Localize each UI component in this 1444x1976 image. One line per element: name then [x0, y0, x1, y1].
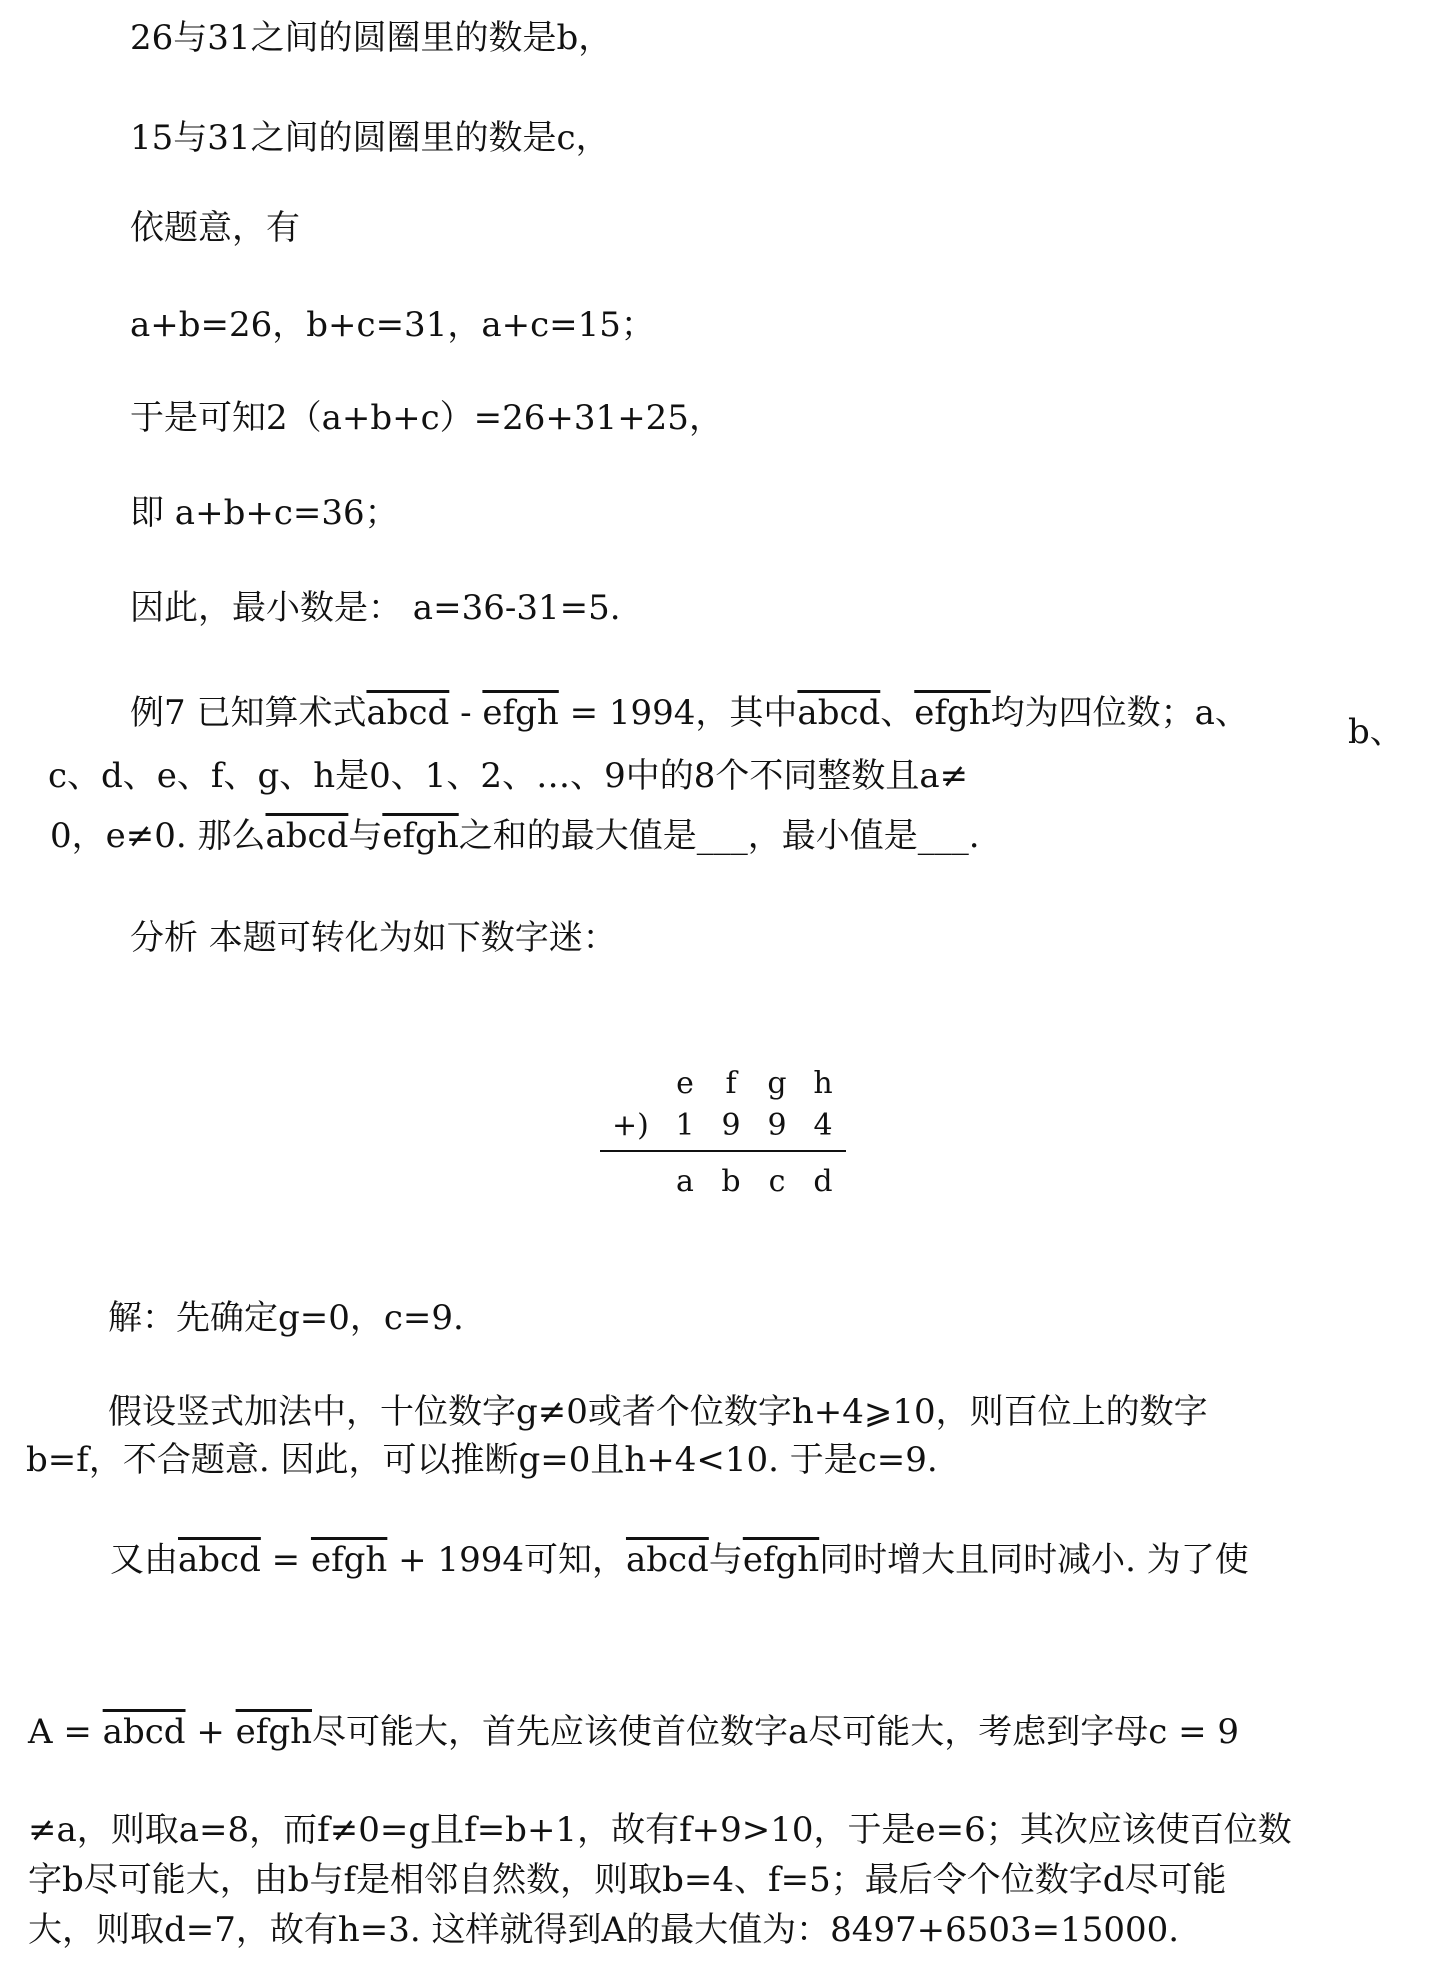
- analysis-line: 分析 本题可转化为如下数字迷：: [130, 918, 617, 958]
- text-line-4: a+b=26，b+c=31，a+c=15；: [130, 305, 655, 345]
- solution-line-2: 假设竖式加法中，十位数字g≠0或者个位数字h+4⩾10，则百位上的数字: [108, 1392, 1208, 1432]
- puzzle-digit: d: [813, 1164, 833, 1199]
- example7-line-3: 0，e≠0. 那么abcd与efgh之和的最大值是___，最小值是___.: [50, 816, 980, 856]
- text-line-7: 因此，最小数是： a=36-31=5.: [130, 588, 621, 628]
- overline-abcd: abcd: [265, 816, 349, 856]
- puzzle-digit: 9: [767, 1108, 787, 1143]
- puzzle-row-1: [662, 1066, 846, 1102]
- overline-efgh: efgh: [482, 693, 559, 733]
- overline-efgh: efgh: [914, 693, 991, 733]
- puzzle-digit: g: [767, 1066, 787, 1101]
- overline-abcd: abcd: [797, 693, 881, 733]
- example7-line-2: c、d、e、f、g、h是0、1、2、…、9中的8个不同整数且a≠: [48, 756, 969, 796]
- puzzle-digit: a: [676, 1164, 694, 1199]
- text-line-5: 于是可知2（a+b+c）=26+31+25，: [130, 398, 723, 438]
- overline-abcd: abcd: [102, 1712, 186, 1752]
- solution-line-4: 又由abcd = efgh + 1994可知，abcd与efgh同时增大且同时减小. 为了使: [110, 1540, 1249, 1580]
- solution-line-3: b=f，不合题意. 因此，可以推断g=0且h+4<10. 于是c=9.: [26, 1440, 938, 1480]
- puzzle-digit: h: [813, 1066, 833, 1101]
- puzzle-digit: b: [721, 1164, 741, 1199]
- overline-efgh: efgh: [382, 816, 459, 856]
- example7-line-1: 例7 已知算术式abcd - efgh = 1994，其中abcd、efgh均为四位数；a、: [130, 693, 1249, 733]
- puzzle-plus-sign: +): [612, 1108, 649, 1143]
- puzzle-digit: 4: [813, 1108, 833, 1143]
- puzzle-digit: f: [725, 1066, 737, 1101]
- overline-abcd: abcd: [625, 1540, 709, 1580]
- puzzle-digit: c: [768, 1164, 786, 1199]
- puzzle-row-3: [662, 1164, 846, 1200]
- solution-line-1: 解：先确定g=0，c=9.: [108, 1298, 464, 1338]
- solution-line-8: 大，则取d=7，故有h=3. 这样就得到A的最大值为：8497+6503=15000.: [28, 1910, 1180, 1950]
- overline-abcd: abcd: [366, 693, 450, 733]
- puzzle-digit: 1: [675, 1108, 695, 1143]
- text-line-6: 即 a+b+c=36；: [130, 493, 399, 533]
- overline-efgh: efgh: [235, 1712, 312, 1752]
- text-line-1: 26与31之间的圆圈里的数是b，: [130, 18, 613, 58]
- example7-b-tail: b、: [1348, 712, 1404, 752]
- overline-efgh: efgh: [742, 1540, 820, 1580]
- solution-line-7: 字b尽可能大，由b与f是相邻自然数，则取b=4、f=5；最后令个位数字d尽可能: [28, 1860, 1227, 1900]
- puzzle-row-2: [662, 1108, 846, 1144]
- overline-abcd: abcd: [178, 1540, 261, 1580]
- text-line-2: 15与31之间的圆圈里的数是c，: [130, 118, 610, 158]
- puzzle-digit: 9: [721, 1108, 741, 1143]
- text-line-3: 依题意，有: [130, 208, 300, 248]
- solution-line-5: A = abcd + efgh尽可能大，首先应该使首位数字a尽可能大，考虑到字母c = 9: [28, 1712, 1240, 1752]
- solution-line-6: ≠a，则取a=8，而f≠0=g且f=b+1，故有f+9>10，于是e=6；其次应该使百位数: [28, 1810, 1292, 1850]
- puzzle-sum-line: [600, 1150, 846, 1152]
- overline-efgh: efgh: [310, 1540, 388, 1580]
- puzzle-digit: e: [676, 1066, 694, 1101]
